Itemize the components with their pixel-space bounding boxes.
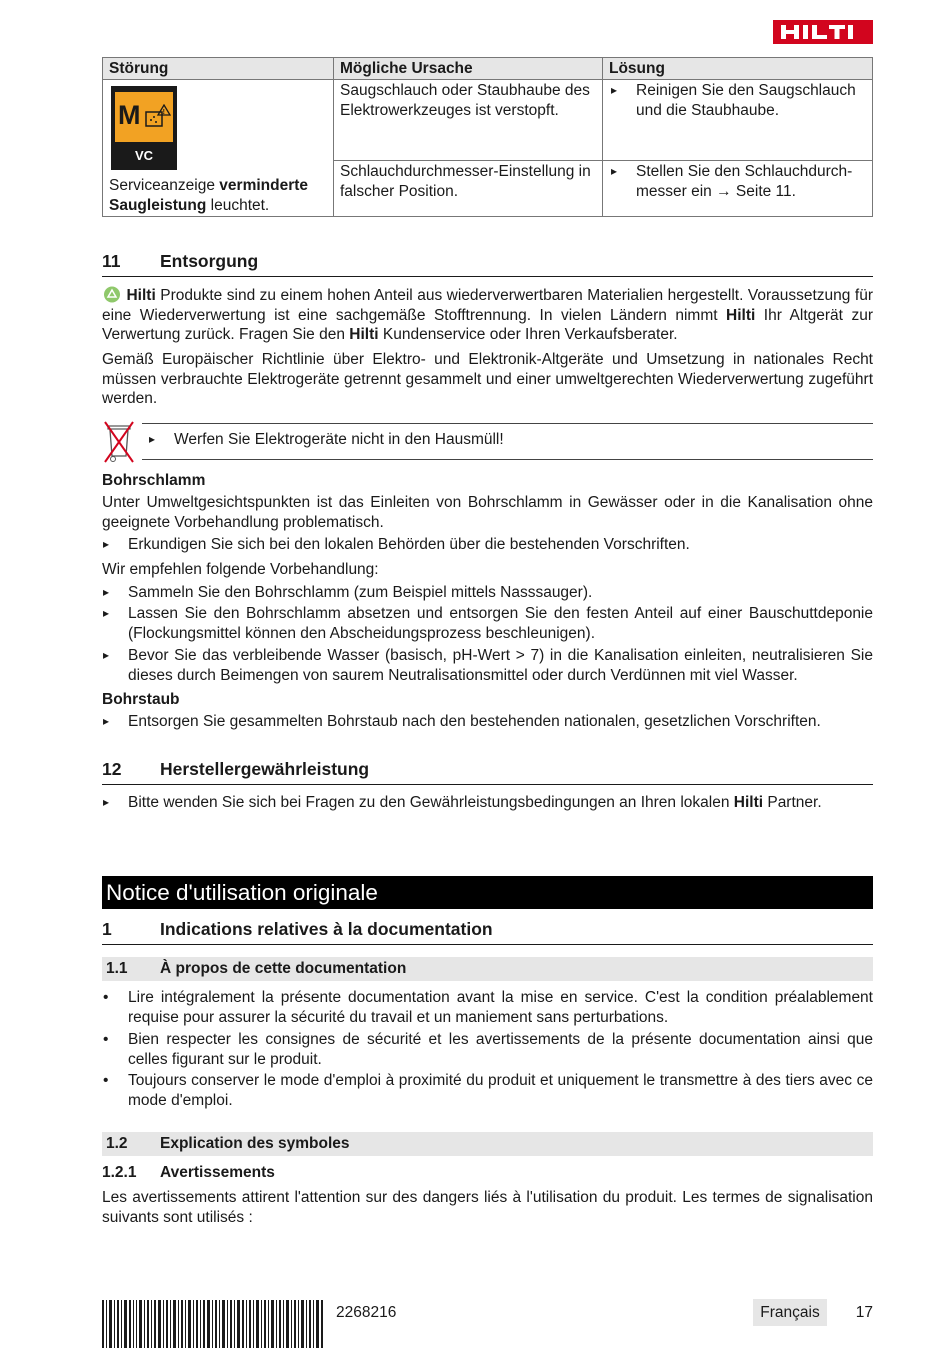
svg-text:!: ! bbox=[162, 109, 165, 116]
fault-cell: M ! VC Serviceanzeige verminderte Saugleistung leuchtet. bbox=[103, 80, 334, 217]
col-header-cause: Mögliche Ursache bbox=[334, 58, 603, 80]
subsection-heading-1-2: 1.2 Explication des symboles bbox=[102, 1132, 873, 1156]
bullet-item: • Lire intégralement la présente documentation avant la mise en service. C'est la condition préalablement requise pour assurer la sécurité du travail et un maniement sans perturbations. bbox=[102, 988, 873, 1027]
weee-directive-paragraph: Gemäß Europäischer Richtlinie über Elektro- und Elektronik-Altgeräte und Umsetzung in nationales Recht müssen verbrauchte Elektrogeräte getrennt gesammelt und einer umweltgerechten Wiederverwertung zugeführt werden. bbox=[102, 351, 873, 407]
fault-text: Serviceanzeige bbox=[109, 177, 220, 194]
warnings-paragraph: Les avertissements attirent l'attention sur des dangers liés à l'utilisation du produit. Les termes de signalisation suivants sont utilisés : bbox=[102, 1189, 873, 1226]
cause-cell: Schlauchdurchmesser-Einstellung in falscher Position. bbox=[334, 161, 603, 217]
weee-note: ▸ Werfen Sie Elektrogeräte nicht in den Hausmüll! bbox=[149, 431, 504, 448]
page-number: 17 bbox=[855, 1304, 873, 1321]
bullet-item: ▸ Sammeln Sie den Bohrschlamm (zum Beispiel mittels Nasssauger). bbox=[102, 583, 873, 603]
bohrschlamm-paragraph: Unter Umweltgesichtspunkten ist das Einleiten von Bohrschlamm in Gewässer oder in die Kanalisation ohne geeignete Vorbehandlung problematisch. bbox=[102, 494, 873, 531]
subsection-heading-1-1: 1.1 À propos de cette documentation bbox=[102, 957, 873, 981]
bullet-item: ▸ Bitte wenden Sie sich bei Fragen zu den Gewährleistungsbedingungen an Ihren lokalen Hilti Partner. bbox=[102, 793, 873, 813]
crossed-bin-icon bbox=[102, 418, 136, 464]
filter-warning-icon bbox=[145, 104, 171, 128]
bullet-item: ▸ Bevor Sie das verbleibende Wasser (basisch, pH-Wert > 7) in die Kanalisation einleiten, neutralisieren Sie dieses durch Beimengen von saurem Neutralisationsmittel oder durch Verdünnen mit viel Wasser. bbox=[102, 646, 873, 685]
bullet-item: • Bien respecter les consignes de sécurité et les avertissements de la présente documentation ainsi que celles figurant sur le produit. bbox=[102, 1030, 873, 1069]
bullet-item: ▸ Lassen Sie den Bohrschlamm absetzen und entsorgen Sie den festen Anteil auf einer Bauschuttdeponie (Flockungsmittel können den Abscheidungsprozess beschleunigen). bbox=[102, 604, 873, 643]
cause-cell: Saugschlauch oder Staubhaube des Elektrowerkzeuges ist verstopft. bbox=[334, 80, 603, 161]
heading-bohrstaub: Bohrstaub bbox=[102, 691, 180, 708]
col-header-fault: Störung bbox=[103, 58, 334, 80]
language-banner: Notice d'utilisation originale bbox=[102, 876, 873, 909]
document-number: 2268216 bbox=[336, 1304, 397, 1321]
heading-bohrschlamm: Bohrschlamm bbox=[102, 472, 206, 489]
recycling-paragraph: Hilti Produkte sind zu einem hohen Anteil aus wiederverwertbaren Materialien hergestellt. Voraussetzung für eine Wiederverwertung ist eine sachgemäße Stofftrennung. In vielen Ländern nimmt Hilti Ihr Altgerät zur Verwertung zurück. Fragen Sie den Hilti Kundenservice oder Ihren Verkaufsberater. bbox=[102, 287, 873, 343]
section-heading-1: 1 Indications relatives à la documentation bbox=[102, 920, 873, 945]
service-indicator-icon: M ! VC bbox=[111, 86, 177, 170]
hilti-logo bbox=[773, 20, 873, 44]
col-header-solution: Lösung bbox=[603, 58, 873, 80]
troubleshooting-table bbox=[102, 57, 873, 217]
bullet-item: ▸ Entsorgen Sie gesammelten Bohrstaub nach den bestehenden nationalen, gesetzlichen Vorschriften. bbox=[102, 712, 873, 732]
recycle-icon bbox=[102, 286, 122, 303]
solution-cell: ▸ Reinigen Sie den Saugschlauch und die Staubhaube. bbox=[603, 80, 873, 161]
recommendation-intro: Wir empfehlen folgende Vorbehandlung: bbox=[102, 561, 379, 578]
language-label: Français bbox=[753, 1299, 827, 1326]
bullet-item: • Toujours conserver le mode d'emploi à proximité du produit et uniquement le transmettre à des tiers avec ce mode d'emploi. bbox=[102, 1071, 873, 1110]
section-heading-12: 12 Herstellergewährleistung bbox=[102, 760, 873, 785]
barcode bbox=[102, 1300, 324, 1348]
subsubsection-heading-1-2-1: 1.2.1 Avertissements bbox=[102, 1164, 275, 1181]
solution-cell: ▸ Stellen Sie den Schlauchdurchmesser ein → Seite 11. bbox=[603, 161, 873, 217]
bullet-item: ▸ Erkundigen Sie sich bei den lokalen Behörden über die bestehenden Vorschriften. bbox=[102, 535, 873, 555]
section-heading-11: 11 Entsorgung bbox=[102, 252, 873, 277]
